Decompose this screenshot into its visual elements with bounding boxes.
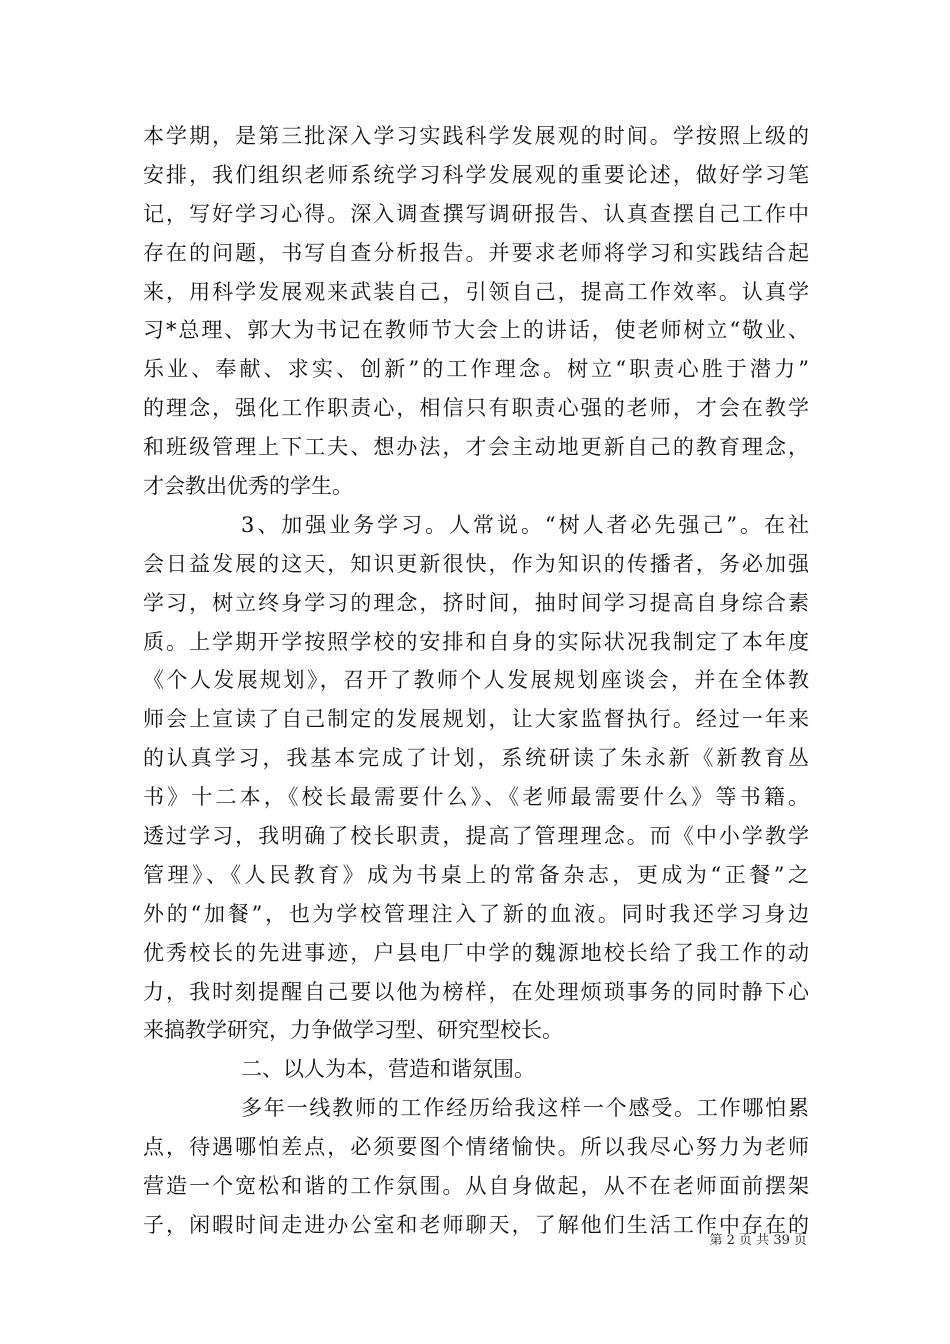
text-line: 乐业、奉献、求实、创新”的工作理念。树立“职责心胜于潜力” xyxy=(143,357,809,382)
text-line: 安排，我们组织老师系统学习科学发展观的重要论述，做好学习笔 xyxy=(143,162,809,187)
text-line: 透过学习，我明确了校长职责，提高了管理理念。而《中小学教学 xyxy=(143,824,809,849)
paragraph-study-scientific-development xyxy=(143,117,809,506)
paragraph-harmonious-atmosphere xyxy=(143,1089,809,1245)
text-line: 多年一线教师的工作经历给我这样一个感受。工作哪怕累 xyxy=(241,1096,809,1121)
text-line: 质。上学期开学按照学校的安排和自身的实际状况我制定了本年度 xyxy=(143,629,809,654)
text-line: 本学期，是第三批深入学习实践科学发展观的时间。学按照上级的 xyxy=(143,124,809,148)
text-line: 书》十二本，《校长最需要什么》、《老师最需要什么》等书籍。 xyxy=(143,785,809,810)
text-line: 优秀校长的先进事迹，户县电厂中学的魏源地校长给了我工作的动 xyxy=(143,940,809,965)
paragraph-business-study xyxy=(143,506,809,1050)
text-line: 来，用科学发展观来武装自己，引领自己，提高工作效率。认真学 xyxy=(143,279,809,304)
text-line: 《个人发展规划》，召开了教师个人发展规划座谈会，并在全体教 xyxy=(143,668,809,693)
text-line: 外的“加餐”，也为学校管理注入了新的血液。同时我还学习身边 xyxy=(143,901,809,926)
text-line: 子，闲暇时间走进办公室和老师聊天，了解他们生活工作中存在的 xyxy=(143,1212,809,1237)
text-line: 才会教出优秀的学生。 xyxy=(143,474,353,499)
text-line: 力，我时刻提醒自己要以他为榜样，在处理烦琐事务的同时静下心 xyxy=(143,979,809,1004)
text-line: 3、加强业务学习。人常说。“树人者必先强己”。在社 xyxy=(241,512,809,537)
text-line: 的认真学习，我基本完成了计划，系统研读了朱永新《新教育丛 xyxy=(143,746,809,771)
text-line: 师会上宣读了自己制定的发展规划，让大家监督执行。经过一年来 xyxy=(143,707,809,732)
text-line: 和班级管理上下工夫、想办法，才会主动地更新自己的教育理念， xyxy=(143,435,809,460)
text-line: 点，待遇哪怕差点，必须要图个情绪愉快。所以我尽心努力为老师 xyxy=(143,1135,809,1160)
section-heading: 二、以人为本，营造和谐氛围。 xyxy=(241,1057,535,1082)
text-line: 营造一个宽松和谐的工作氛围。从自身做起，从不在老师面前摆架 xyxy=(143,1174,809,1199)
page-number: 第 2 页 共 39 页 xyxy=(709,1233,807,1248)
text-line: 来搞教学研究，力争做学习型、研究型校长。 xyxy=(143,1018,563,1043)
text-line: 存在的问题，书写自查分析报告。并要求老师将学习和实践结合起 xyxy=(143,240,809,265)
text-line: 习*总理、郭大为书记在教师节大会上的讲话，使老师树立“敬业、 xyxy=(143,318,809,343)
text-line: 管理》、《人民教育》成为书桌上的常备杂志，更成为“正餐”之 xyxy=(143,862,809,887)
section-heading-people-oriented xyxy=(143,1050,809,1089)
text-line: 记，写好学习心得。深入调查撰写调研报告、认真查摆自己工作中 xyxy=(143,201,809,226)
text-line: 学习，树立终身学习的理念，挤时间，抽时间学习提高自身综合素 xyxy=(143,590,809,615)
text-line: 的理念，强化工作职责心，相信只有职责心强的老师，才会在教学 xyxy=(143,396,809,421)
document-body xyxy=(143,117,809,1245)
text-line: 会日益发展的这天，知识更新很快，作为知识的传播者，务必加强 xyxy=(143,551,809,576)
